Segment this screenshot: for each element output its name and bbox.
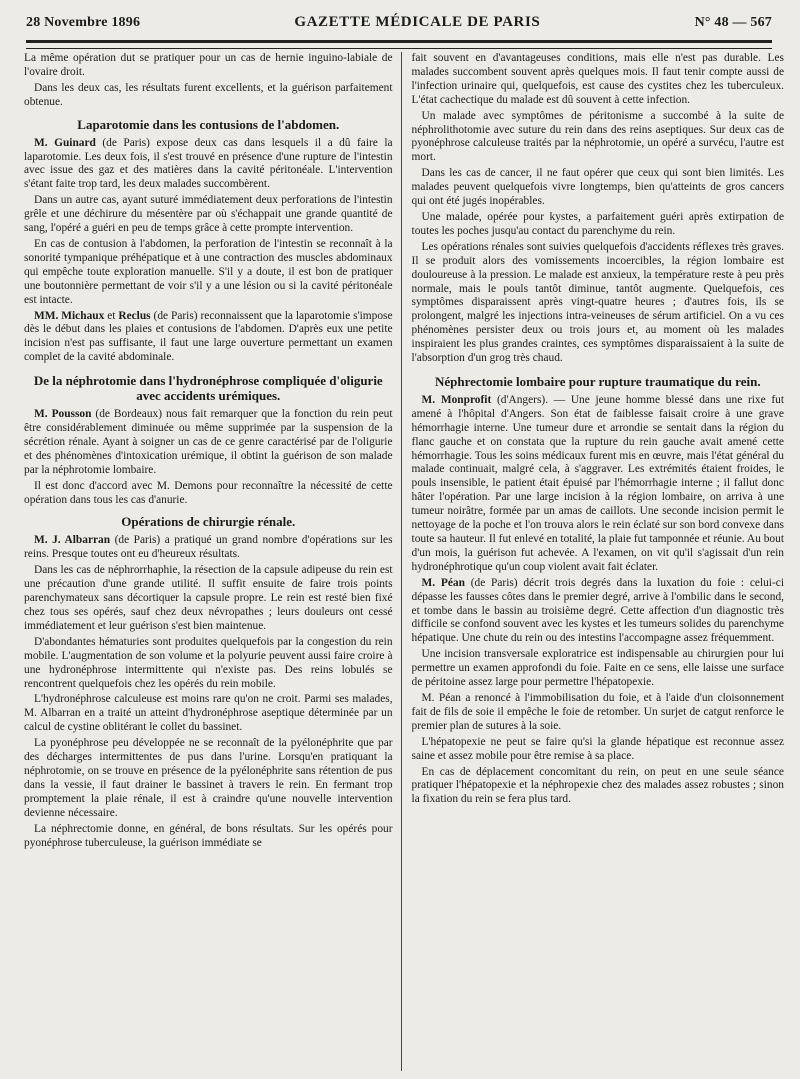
paragraph: La néphrectomie donne, en général, de bons résultats. Sur les opérés pour pyonéphrose tuberculeuse, la guérison immédiate se	[24, 822, 393, 849]
author-name: M. J. Albarran	[34, 534, 111, 547]
paragraph: Dans les cas de cancer, il ne faut opérer que ceux qui sont bien limités. Les malades peuvent quelquefois vivre longtemps, bien qu'atteints de gros cancers qui ont été jugés inopérables.	[411, 167, 784, 208]
paragraph: M. Guinard (de Paris) expose deux cas dans lesquels il a dû faire la laparotomie. Les deux fois, il s'est trouvé en présence d'une rupture de l'intestin avec issue des gaz et des matières dans la cavité péritonéale. L'intervention s'étant faite trop tard, les deux malades succombèrent.	[24, 136, 393, 191]
author-name: M. Pousson	[34, 408, 92, 421]
paragraph: En cas de contusion à l'abdomen, la perforation de l'intestin se reconnaît à la sonorité tympanique préhépatique et à une contraction des muscles abdominaux qui empêche toute exploration manuelle. S'il y a doute, il est bon de pratiquer une boutonnière permettant de voir s'il y a une lésion ou si la cavité péritonéale est intacte.	[24, 237, 393, 306]
paragraph: M. J. Albarran (de Paris) a pratiqué un grand nombre d'opérations sur les reins. Presque toutes ont eu d'heureux résultats.	[24, 534, 393, 561]
section-heading: Laparotomie dans les contusions de l'abdomen.	[77, 116, 340, 132]
author-name: M. Guinard	[34, 136, 96, 149]
paragraph: Une malade, opérée pour kystes, a parfaitement guéri après extirpation de toutes les poches jusqu'au contact du parenchyme du rein.	[411, 210, 784, 237]
section-heading: Néphrectomie lombaire pour rupture traumatique du rein.	[434, 373, 761, 389]
paragraph: Un malade avec symptômes de péritonisme a succombé à la suite de néphrolithotomie avec suture du rein dans des reins aseptiques. Sur deux cas de pyonéphrose calculeuse traités par la néphrotomie, un opéré a survécu, l'autre est mort.	[411, 109, 784, 164]
journal-title: GAZETTE MÉDICALE DE PARIS	[294, 14, 541, 30]
paragraph: M. Péan a renoncé à l'immobilisation du foie, et à l'aide d'un cloisonnement fait de fils de soie il empêche le foie de retomber. Un surjet de catgut renforce le premier plan de sutures à la soie.	[411, 691, 784, 732]
author-name: MM. Michaux	[34, 309, 105, 322]
section-heading: Opérations de chirurgie rénale.	[121, 514, 296, 530]
paragraph: D'abondantes hématuries sont produites quelquefois par la congestion du rein mobile. L'augmentation de son volume et la polyurie peuvent aussi faire croire à une hydronéphrose intermittente qui n'existe pas. Des reins lobulés se rencontrent quelquefois chez les opérés du rein mobile.	[24, 635, 393, 690]
running-head	[26, 14, 772, 36]
paragraph: M. Pousson (de Bordeaux) nous fait remarquer que la fonction du rein peut être considérablement diminuée ou même supprimée par la suspension de la sécrétion rénale. Ayant à soigner un cas de ce genre caractérisé par de l'oligurie et des phénomènes d'intoxication urémique, il obtint la guérison de son malade par la néphrotomie lombaire.	[24, 408, 393, 476]
paragraph: fait souvent en d'avantageuses conditions, mais elle n'est pas durable. Les malades succombent souvent après quelques mois. Il faut tenir compte aussi de l'infection urinaire qui, quelquefois, est cause des cystites chez les tuberculeux. L'état cachectique du malade est dû souvent à cette infection.	[411, 52, 784, 106]
author-name: Reclus	[118, 309, 151, 322]
text-columns	[24, 52, 784, 1071]
paragraph: Les opérations rénales sont suivies quelquefois d'accidents réflexes très graves. Il se produit alors des vomissements incoercibles, la région lombaire est douloureuse à la pression. Le malade est anxieux, la température reste à peu près normale, mais le pouls tantôt diminue, tantôt augmente. Quelquefois, ces symptômes disparaissent après vingt-quatre heures ; d'autres fois, ils se prolongent, malgré les injections intra-veineuses de sérum artificiel. On a vu ces phénomènes persister deux ou trois jours et, au moment où les malades inspiraient les plus grandes craintes, ces symptômes disparaissaient à la suite de l'absorption d'un grog très chaud.	[411, 240, 784, 365]
paragraph: L'hydronéphrose calculeuse est moins rare qu'on ne croit. Parmi ses malades, M. Albarran en a traité un atteint d'hydronéphrose aseptique déterminée par un calcul de cystine oblitérant le collet du bassinet.	[24, 693, 393, 734]
paragraph: Dans les cas de néphrorrhaphie, la résection de la capsule adipeuse du rein est une précaution d'une grande utilité. Il suffit ensuite de faire trois points parenchymateux sans décortiquer la capsule propre. Le rein est resté bien fixé chez tous ses opérés, sauf chez deux névropathes ; leurs douleurs ont cessé immédiatement et leur guérison s'est bien maintenue.	[24, 564, 393, 632]
issue-date: 28 Novembre 1896	[26, 15, 141, 30]
paragraph: M. Péan (de Paris) décrit trois degrés dans la luxation du foie : celui-ci dépasse les fausses côtes dans le premier degré, arrive à l'ombilic dans le second, et tombe dans le bassin au troisième degré. Cette affection d'un diagnostic très difficile se confond souvent avec les kystes et les tumeurs solides du parenchyme hépatique. Une chute du rein ou des intestins l'accompagne assez fréquemment.	[411, 576, 784, 645]
paragraph: MM. Michaux et Reclus (de Paris) reconnaissent que la laparotomie s'impose dès le début dans les plaies et contusions de l'abdomen. D'après eux une petite incision n'est pas suffisante, il faut une large ouverture permettant un examen complet de la cavité abdominale.	[24, 309, 393, 364]
section-heading: De la néphrotomie dans l'hydronéphrose compliquée d'oligurie avec accidents urémiques.	[33, 373, 383, 404]
paragraph: Une incision transversale exploratrice est indispensable au chirurgien pour lui permettre un examen approfondi du foie. Faite en ce sens, elle laisse une surface de péritoine assez large pour permettre l'hépatopexie.	[411, 648, 784, 689]
author-name: M. Monprofit	[421, 393, 492, 406]
right-column	[402, 52, 784, 1071]
left-column	[24, 52, 401, 1071]
paragraph: En cas de déplacement concomitant du rein, on peut en une seule séance pratiquer l'hépatopexie et la néphropexie chez des malades assez robustes ; sinon la fixation du rein se fera plus tard.	[411, 765, 784, 806]
paragraph: M. Monprofit (d'Angers). — Une jeune homme blessé dans une rixe fut amené à l'hôpital d'Angers. Son état de faiblesse faisait croire à une grave hémorrhagie interne. Une tumeur dure et arrondie se sentait dans la région du flanc gauche et on constata que la rupture du rein gauche avait amené cette hémorrhagie. Tous les soins médicaux furent mis en œuvre, mais l'état général du malade continuait, malgré cela, à s'aggraver. Les extrémités étaient froides, le pouls insensible, le patient était épuisé par l'hémorrhagie interne ; il fallut donc hâter l'opération. Par une large incision à la région lombaire, on arriva à une tumeur noirâtre, formée par un amas de caillots. Une seconde incision permit le nettoyage de la poche et l'on trouva alors le rein éclaté sur son bord convexe dans toute sa hauteur. Il fut enlevé en totalité, la plaie fut tamponnée et réunie. Au bout d'un mois, la guérison fut achevée. A l'examen, on vit qu'il s'agissait d'un rein hydronéphrotique qu'un coup violent avait fait éclater.	[411, 393, 784, 573]
paragraph: Dans les deux cas, les résultats furent excellents, et la guérison parfaitement obtenue.	[24, 81, 393, 108]
paragraph: L'hépatopexie ne peut se faire qu'si la glande hépatique est reconnue assez saine et assez mobile pour être remise à sa place.	[411, 735, 784, 762]
paragraph: Dans un autre cas, ayant suturé immédiatement deux perforations de l'intestin grêle et une déchirure du mésentère par où s'échappait une grande quantité de sang, l'opéré a guéri en peu de temps grâce à cette prompte intervention.	[24, 194, 393, 235]
paragraph: La pyonéphrose peu développée ne se reconnaît de la pyélonéphrite que par des décharges intermittentes de pus dans l'urine. Lorsqu'en pratiquant la néphrotomie, on se trouve en présence de la pyélonéphrite sans rétention de pus dans la vessie, il faut drainer le bassinet à travers le rein. En fermant trop promptement la plaie rénale, il est à craindre qu'une nouvelle intervention devienne nécessaire.	[24, 737, 393, 819]
issue-page-number: N° 48 — 567	[694, 15, 772, 30]
header-rule	[26, 40, 772, 49]
paragraph: La même opération dut se pratiquer pour un cas de hernie inguino-labiale de l'ovaire droit.	[24, 52, 393, 78]
author-name: M. Péan	[421, 576, 465, 589]
paragraph: Il est donc d'accord avec M. Demons pour reconnaître la nécessité de cette opération dans tous les cas d'anurie.	[24, 479, 393, 506]
